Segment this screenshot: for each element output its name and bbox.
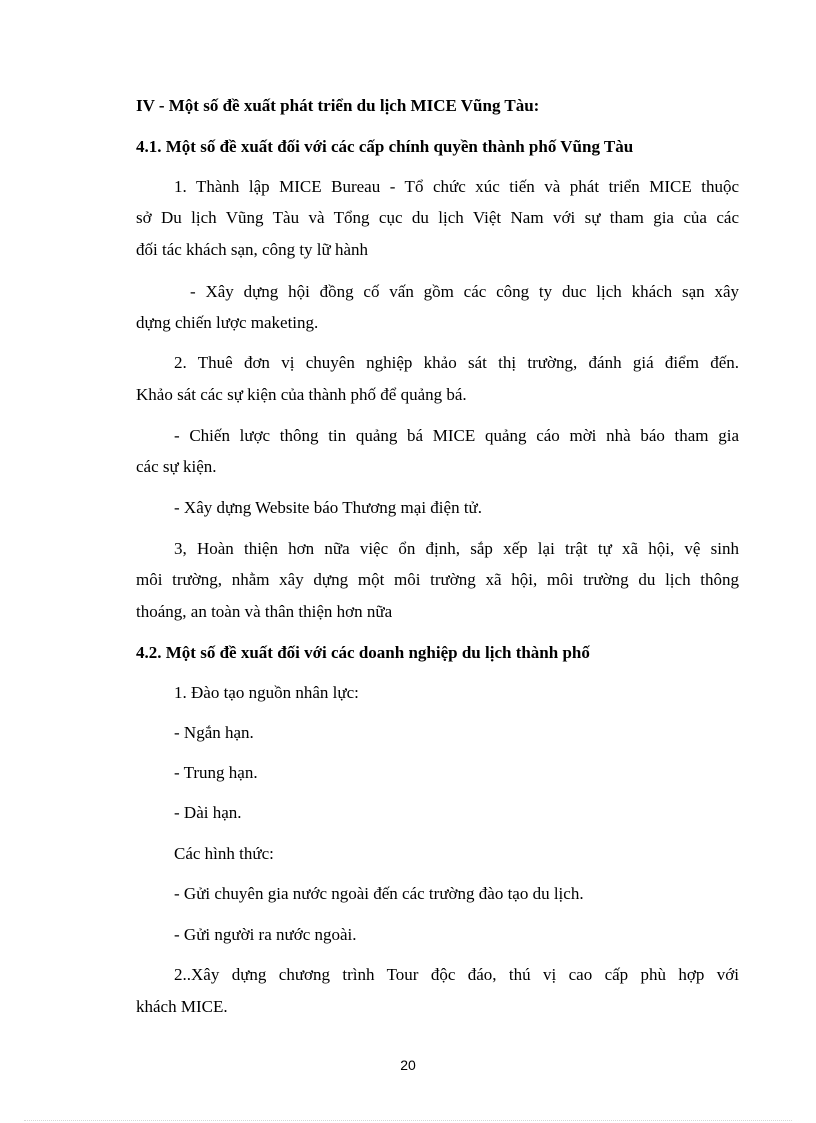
paragraph-5: - Xây dựng Website báo Thương mại điện tử. (174, 498, 483, 517)
list-item-form-2: - Gửi người ra nước ngoài. (174, 925, 357, 944)
page-bottom-divider (24, 1120, 792, 1121)
paragraph-6-line-2: môi trường, nhằm xây dựng một môi trường xã hội, môi trường du lịch thông (136, 570, 739, 589)
paragraph-4-line-2: các sự kiện. (136, 457, 217, 476)
paragraph-7-line-2: khách MICE. (136, 997, 228, 1016)
list-item-short-term: - Ngắn hạn. (174, 723, 254, 742)
paragraph-1-line-1: 1. Thành lập MICE Bureau - Tổ chức xúc tiến và phát triển MICE thuộc (174, 177, 739, 196)
paragraph-6-line-3: thoáng, an toàn và thân thiện hơn nữa (136, 602, 393, 621)
list-item-form-1: - Gửi chuyên gia nước ngoài đến các trường đào tạo du lịch. (174, 884, 584, 903)
list-item-medium-term: - Trung hạn. (174, 763, 258, 782)
subsection-heading-4-1: 4.1. Một số đề xuất đối với các cấp chính quyền thành phố Vũng Tàu (136, 137, 634, 156)
paragraph-7-line-1: 2..Xây dựng chương trình Tour độc đáo, thú vị cao cấp phù hợp với (174, 965, 739, 984)
subsection-heading-4-2: 4.2. Một số đề xuất đối với các doanh nghiệp du lịch thành phố (136, 643, 590, 662)
paragraph-6-line-1: 3, Hoàn thiện hơn nữa việc ổn định, sắp xếp lại trật tự xã hội, vệ sinh (174, 539, 739, 558)
paragraph-2-line-1: - Xây dựng hội đồng cố vấn gồm các công ty duc lịch khách sạn xây (190, 282, 739, 301)
paragraph-3-line-1: 2. Thuê đơn vị chuyên nghiệp khảo sát thị trường, đánh giá điểm đến. (174, 353, 739, 372)
paragraph-2-line-2: dựng chiến lược maketing. (136, 313, 319, 332)
training-item: 1. Đào tạo nguồn nhân lực: (174, 683, 359, 702)
paragraph-1-line-2: sở Du lịch Vũng Tàu và Tổng cục du lịch Việt Nam với sự tham gia của các (136, 208, 739, 227)
paragraph-4-line-1: - Chiến lược thông tin quảng bá MICE quảng cáo mời nhà báo tham gia (174, 426, 739, 445)
page-number: 20 (400, 1057, 416, 1073)
paragraph-3-line-2: Khảo sát các sự kiện của thành phố để quảng bá. (136, 385, 467, 404)
section-heading-iv: IV - Một số đề xuất phát triển du lịch MICE Vũng Tàu: (136, 96, 540, 115)
list-item-long-term: - Dài hạn. (174, 803, 242, 822)
forms-label: Các hình thức: (174, 844, 274, 863)
paragraph-1-line-3: đối tác khách sạn, công ty lữ hành (136, 240, 369, 259)
